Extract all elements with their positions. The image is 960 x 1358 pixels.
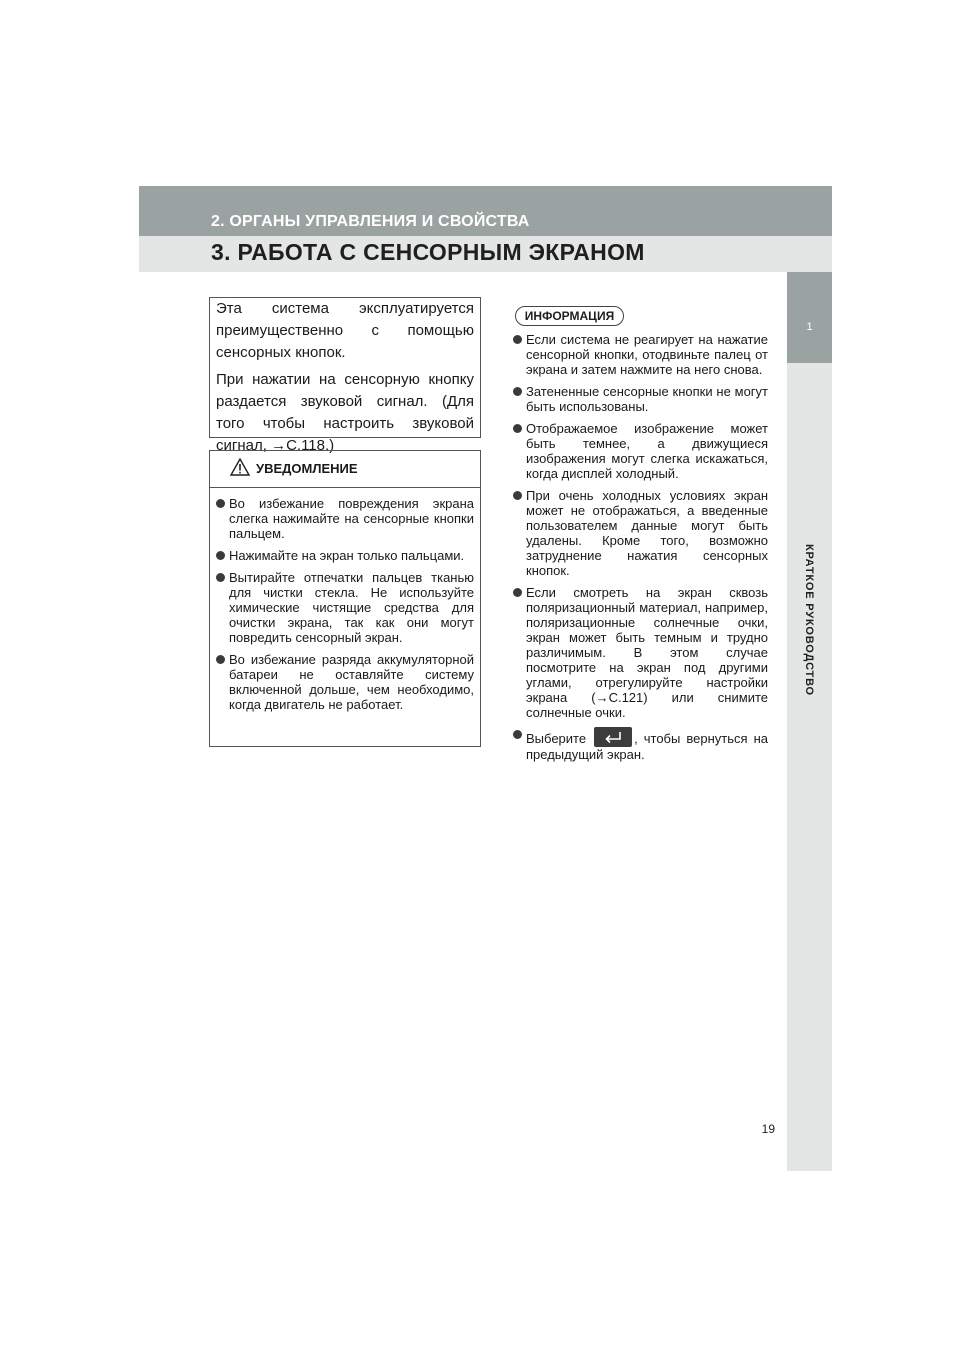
list-item: Нажимайте на экран только пальцами.	[215, 548, 474, 563]
chapter-label: КРАТКОЕ РУКОВОДСТВО	[803, 544, 815, 696]
chapter-label-wrap	[789, 500, 829, 740]
page-number: 19	[761, 1122, 775, 1136]
warning-triangle-icon	[230, 458, 250, 476]
bullet-icon	[513, 335, 522, 344]
list-item: Затененные сенсорные кнопки не могут быть использованы.	[512, 384, 768, 414]
bullet-icon	[513, 730, 522, 739]
list-item: Во избежание разряда аккумуляторной батареи не оставляйте систему включенной дольше, чем необходимо, когда двигатель не работает.	[215, 652, 474, 712]
list-item: Отображаемое изображение может быть темнее, а движущиеся изображения могут слегка искажаться, когда дисплей холодный.	[512, 421, 768, 481]
bullet-icon	[513, 424, 522, 433]
chapter-sidebar	[787, 363, 832, 1171]
section-header-bar	[139, 186, 832, 236]
notice-list	[210, 496, 480, 719]
bullet-icon	[216, 499, 225, 508]
info-list	[512, 332, 768, 769]
intro-paragraph: При нажатии на сенсорную кнопку раздается звуковой сигнал. (Для того чтобы настроить звуковой сигнал, →С.118.)	[216, 371, 474, 454]
intro-paragraph: Эта система эксплуатируется преимущественно с помощью сенсорных кнопок.	[216, 300, 474, 361]
bullet-icon	[513, 491, 522, 500]
page-title: 3. РАБОТА С СЕНСОРНЫМ ЭКРАНОМ	[211, 239, 645, 265]
bullet-icon	[216, 655, 225, 664]
section-title: 2. ОРГАНЫ УПРАВЛЕНИЯ И СВОЙСТВА	[211, 213, 530, 230]
list-item: Во избежание повреждения экрана слегка нажимайте на сенсорные кнопки пальцем.	[215, 496, 474, 541]
chapter-number: 1	[806, 321, 813, 333]
intro-box	[209, 297, 481, 454]
list-item: Вытирайте отпечатки пальцев тканью для чистки стекла. Не используйте химические чистящие средства для очистки экрана, так как они могут повредить сенсорный экран.	[215, 570, 474, 645]
bullet-icon	[513, 387, 522, 396]
list-item: Выберите , чтобы вернуться на предыдущий экран.	[512, 727, 768, 762]
notice-header	[210, 451, 480, 488]
info-label: ИНФОРМАЦИЯ	[515, 306, 624, 326]
notice-box	[209, 450, 481, 747]
list-item: Если система не реагирует на нажатие сенсорной кнопки, отодвиньте палец от экрана и затем нажмите на него снова.	[512, 332, 768, 377]
bullet-icon	[216, 551, 225, 560]
bullet-icon	[216, 573, 225, 582]
page-title-bar	[139, 236, 832, 272]
list-item: При очень холодных условиях экран может не отображаться, а введенные пользователем данные могут быть удалены. Кроме того, возможно затруднение нажатия сенсорных кнопок.	[512, 488, 768, 578]
bullet-icon	[513, 588, 522, 597]
back-arrow-icon	[594, 727, 632, 747]
chapter-tab	[787, 272, 832, 363]
notice-title: УВЕДОМЛЕНИЕ	[256, 461, 358, 476]
list-item: Если смотреть на экран сквозь поляризационный материал, например, поляризационные солнечные очки, экран может быть темным и трудно различимым. В этом случае посмотрите на экран под другими углами, отрегулируйте настройки экрана (→С.121) или снимите солнечные очки.	[512, 585, 768, 720]
